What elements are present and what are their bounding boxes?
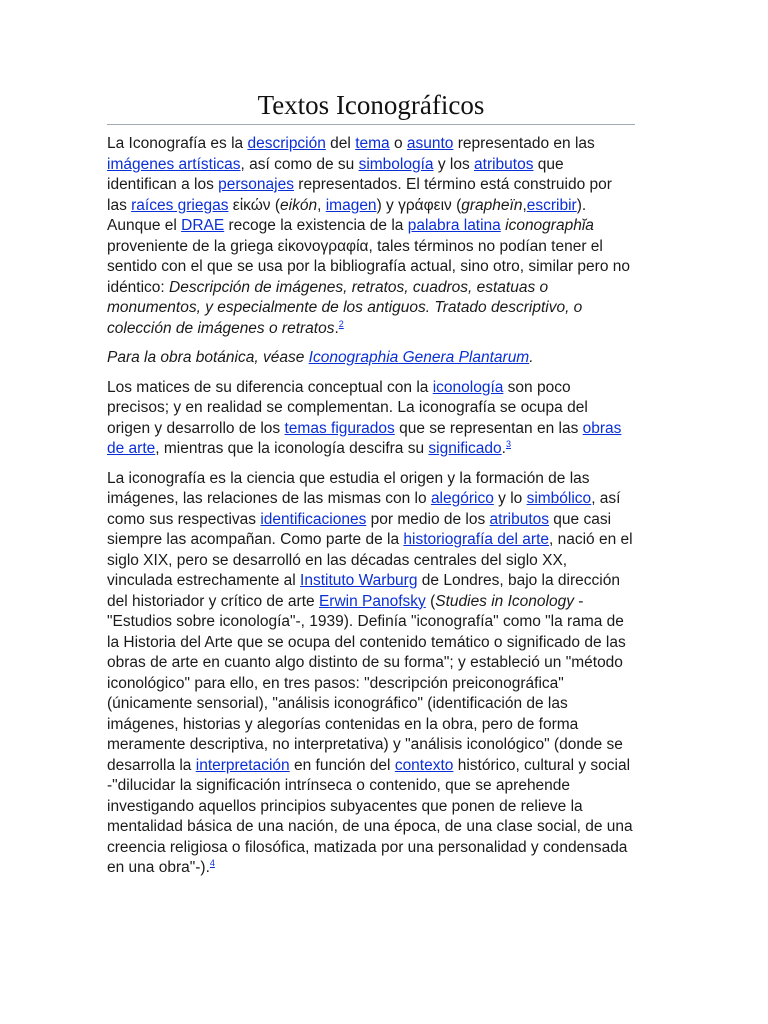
- body-text: histórico, cultural y social -"dilucidar la significación intrínseca o contenido, que se aprehende investigando aquellos principios subyacentes que ponen de relieve la mentalidad básica de una nación, de una época, de una clase social, de una creencia religiosa o filosófica, matizada por una personalidad y condensada en una obra"-).: [107, 756, 633, 876]
- body-text: ) y γράφειν (: [376, 196, 462, 214]
- body-text: Los matices de su diferencia conceptual con la: [107, 378, 433, 396]
- body-text: que se representan en las: [394, 419, 583, 437]
- body-text: (: [425, 592, 436, 610]
- wiki-link[interactable]: tema: [355, 135, 390, 152]
- italic-text: Para la obra botánica, véase: [107, 349, 309, 366]
- wiki-link[interactable]: simbólico: [526, 490, 592, 507]
- footnote-ref: [506, 439, 511, 449]
- wiki-link[interactable]: historiografía del arte: [403, 531, 549, 548]
- wiki-link[interactable]: temas figurados: [284, 419, 395, 437]
- article-body: [107, 134, 635, 879]
- body-text: ,: [522, 196, 527, 214]
- wiki-link[interactable]: asunto: [406, 135, 454, 152]
- reference-link[interactable]: 3: [505, 439, 511, 449]
- wiki-link[interactable]: simbología: [358, 155, 434, 173]
- body-text: La iconografía es la ciencia que estudia el origen y la formación de las imágenes, las relaciones de las mismas con lo: [107, 469, 590, 507]
- paragraph-iconology: [107, 378, 635, 460]
- wiki-link[interactable]: DRAE: [181, 217, 225, 234]
- wiki-link[interactable]: escribir: [526, 196, 577, 214]
- body-text: , así como sus respectivas: [107, 490, 621, 528]
- wiki-link[interactable]: identificaciones: [260, 510, 367, 528]
- wiki-link[interactable]: Instituto Warburg: [300, 572, 418, 589]
- body-text: , nació en el siglo XIX, pero se desarrolló en las décadas centrales del siglo XX, vinculada estrechamente al: [107, 531, 633, 589]
- italic-text: eikón: [280, 196, 318, 214]
- body-text: en función del: [289, 756, 395, 774]
- body-text: , así como de su: [240, 155, 359, 173]
- body-text: que identifican a los: [107, 155, 564, 193]
- body-text: , mientras que la iconología descifra su: [155, 440, 429, 457]
- footnote-ref: [210, 858, 215, 868]
- reference-link[interactable]: 2: [338, 318, 344, 329]
- italic-text: .: [529, 349, 534, 366]
- wiki-link[interactable]: atributos: [489, 510, 549, 528]
- italic-text: grapheïn: [461, 196, 523, 214]
- body-text: representados. El término está construido por las: [107, 176, 612, 214]
- body-text: o: [389, 135, 407, 152]
- wiki-link[interactable]: imágenes artísticas: [107, 155, 241, 173]
- italic-text: Descripción de imágenes, retratos, cuadros, estatuas o monumentos, y especialmente de los antiguos. Tratado descriptivo, o colección de imágenes o retratos: [107, 278, 583, 337]
- wiki-link[interactable]: alegórico: [430, 490, 494, 507]
- wiki-link[interactable]: descripción: [247, 135, 326, 152]
- wiki-link[interactable]: significado: [428, 440, 502, 457]
- italic-text: iconographĭa: [505, 217, 594, 234]
- paragraph-science: [107, 469, 635, 879]
- body-text: y lo: [493, 490, 527, 507]
- body-text: ). Aunque el: [107, 196, 587, 234]
- body-text: y los: [433, 155, 475, 173]
- body-text: .: [501, 440, 506, 457]
- body-text: ,: [317, 196, 326, 214]
- wiki-link[interactable]: obras de arte: [107, 419, 622, 457]
- body-text: son poco precisos; y en realidad se complementan. La iconografía se ocupa del origen y desarrollo de los: [107, 378, 588, 437]
- body-text: del: [325, 135, 356, 152]
- body-text: representado en las: [453, 135, 595, 152]
- body-text: que casi siempre las acompañan. Como parte de la: [107, 510, 612, 548]
- footnote-ref: [339, 319, 344, 329]
- body-text: de Londres, bajo la dirección del historiador y crítico de arte: [107, 572, 620, 610]
- wiki-link[interactable]: palabra latina: [407, 217, 501, 234]
- wiki-link[interactable]: Iconographia Genera Plantarum: [308, 349, 530, 366]
- body-text: -"Estudios sobre iconología"-, 1939). Definía "iconografía" como "la rama de la Historia del Arte que se ocupa del contenido temático o significado de las obras de arte en cuanto algo distinto de su forma"; y estableció un "método iconológico" para ello, en tres pasos: "descripción preiconográfica" (únicamente sensorial), "análisis iconográfico" (identificación de las imágenes, historias y alegorías contenidas en la obra, pero de forma meramente descriptiva, no interpretativa) y "análisis iconológico" (donde se desarrolla la: [107, 592, 626, 774]
- wiki-link[interactable]: Erwin Panofsky: [318, 592, 426, 610]
- wiki-link[interactable]: interpretación: [195, 756, 290, 774]
- body-text: recoge la existencia de la: [224, 217, 408, 234]
- body-text: por medio de los: [366, 510, 490, 528]
- paragraph-see-also: [107, 348, 635, 369]
- article: [107, 88, 635, 888]
- page-title: Textos Iconográficos: [107, 88, 635, 125]
- body-text: εἰκών (: [228, 196, 281, 214]
- paragraph-definition: [107, 134, 635, 339]
- wiki-link[interactable]: raíces griegas: [131, 196, 229, 214]
- reference-link[interactable]: 4: [209, 858, 215, 868]
- body-text: La Iconografía es la: [107, 135, 248, 152]
- wiki-link[interactable]: personajes: [218, 176, 294, 193]
- wiki-link[interactable]: iconología: [432, 378, 504, 396]
- body-text: .: [334, 319, 339, 337]
- italic-text: Studies in Iconology: [435, 592, 574, 610]
- wiki-link[interactable]: contexto: [394, 756, 454, 774]
- wiki-link[interactable]: atributos: [474, 155, 534, 173]
- wiki-link[interactable]: imagen: [325, 196, 377, 214]
- body-text: proveniente de la griega εἰκονογραφία, tales términos no podían tener el sentido con el que se usa por la bibliografía actual, sino otro, similar pero no idéntico:: [107, 237, 630, 296]
